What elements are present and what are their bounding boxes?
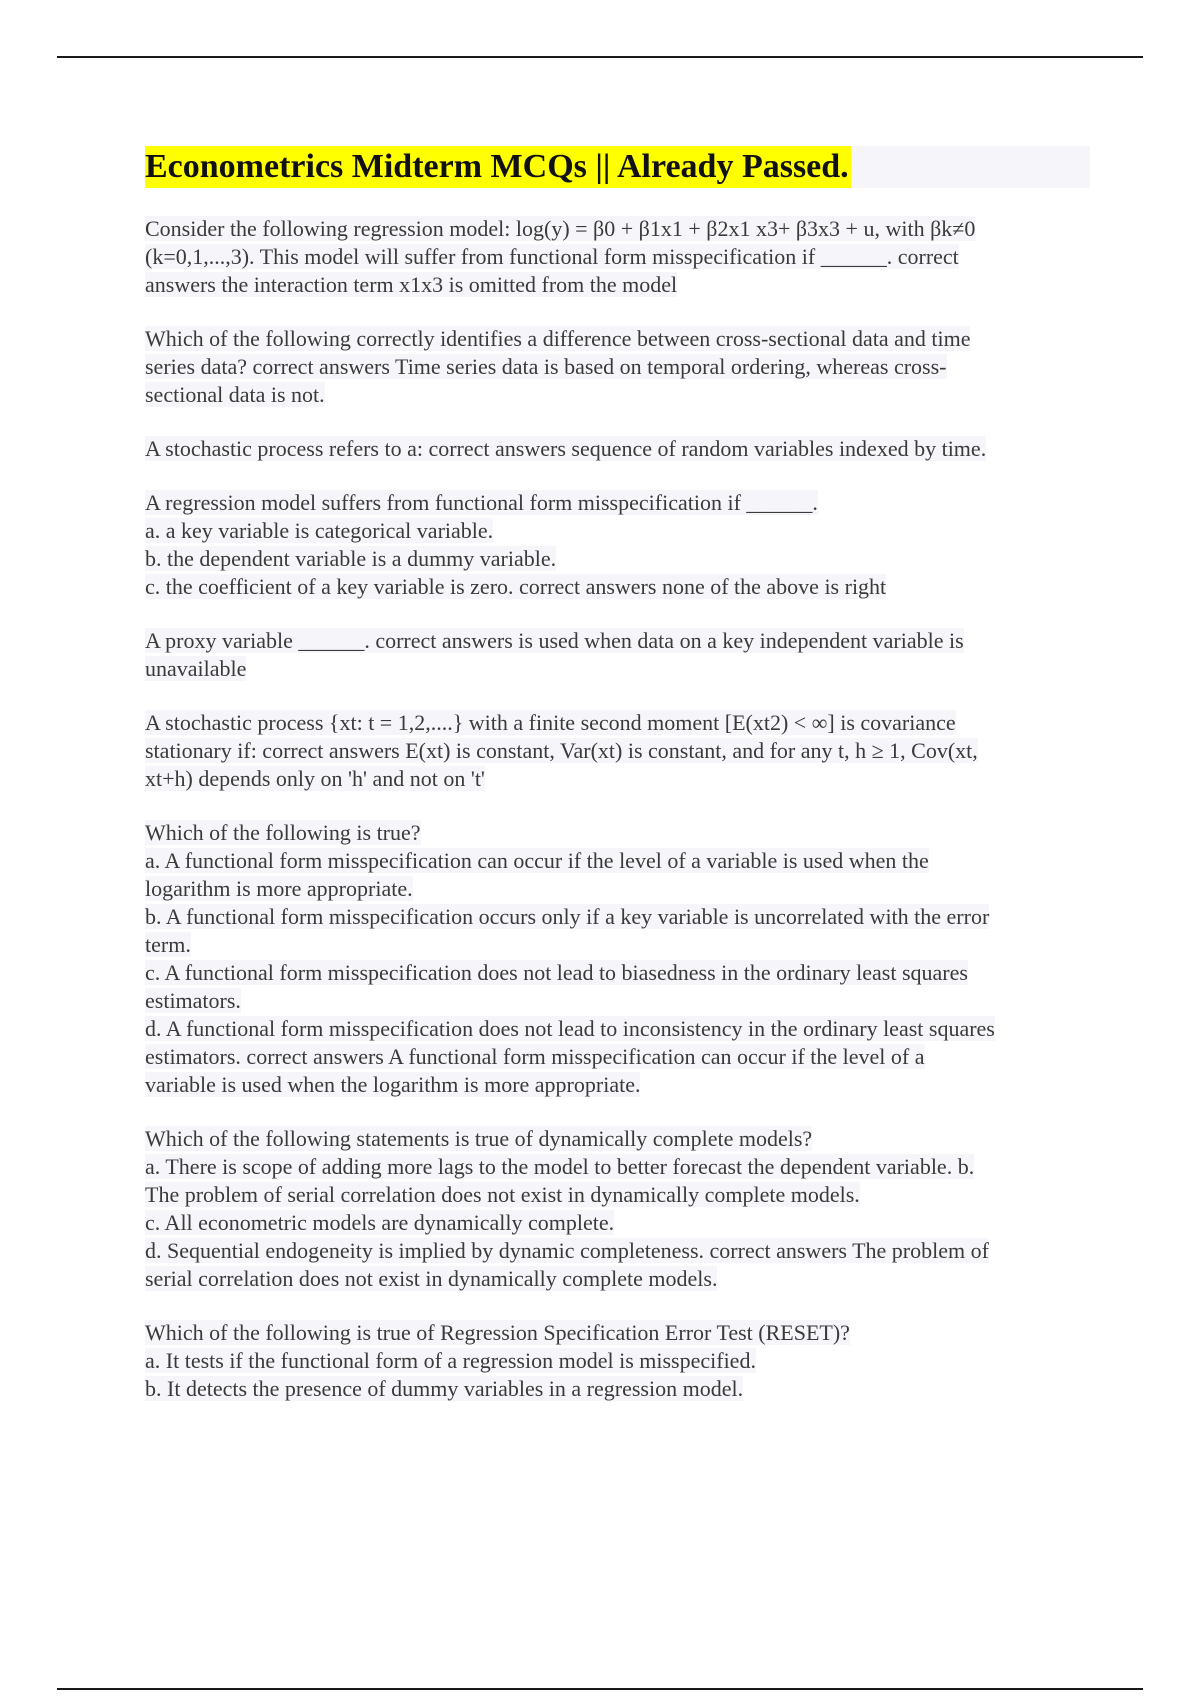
question-line-text: unavailable	[145, 656, 247, 681]
question-block	[145, 489, 1090, 601]
question-line	[145, 1319, 1090, 1347]
question-line	[145, 931, 1090, 959]
question-line	[145, 489, 1090, 517]
question-line	[145, 1043, 1090, 1071]
question-line	[145, 545, 1090, 573]
question-line-text: a. a key variable is categorical variable.	[145, 518, 494, 543]
question-block	[145, 627, 1090, 683]
question-block	[145, 1125, 1090, 1293]
question-line	[145, 517, 1090, 545]
question-line-text: serial correlation does not exist in dynamically complete models.	[145, 1266, 718, 1291]
question-block	[145, 435, 1090, 463]
question-line	[145, 765, 1090, 793]
question-line	[145, 1265, 1090, 1293]
question-line-text: a. A functional form misspecification can occur if the level of a variable is used when the	[145, 848, 929, 873]
question-list	[145, 215, 1090, 1403]
question-line	[145, 353, 1090, 381]
question-line-text: sectional data is not.	[145, 382, 325, 407]
question-block	[145, 1319, 1090, 1403]
question-line	[145, 573, 1090, 601]
question-block	[145, 709, 1090, 793]
question-line	[145, 243, 1090, 271]
question-line	[145, 1015, 1090, 1043]
question-line	[145, 1181, 1090, 1209]
title-band	[145, 146, 1090, 188]
question-line-text: d. A functional form misspecification does not lead to inconsistency in the ordinary least squares	[145, 1016, 995, 1041]
question-line-text: A stochastic process {xt: t = 1,2,....} with a finite second moment [E(xt2) < ∞] is covariance	[145, 710, 956, 735]
question-line	[145, 1375, 1090, 1403]
question-line-text: series data? correct answers Time series data is based on temporal ordering, whereas cross-	[145, 354, 947, 379]
question-line	[145, 819, 1090, 847]
question-line-text: c. the coefficient of a key variable is zero. correct answers none of the above is right	[145, 574, 887, 599]
question-line-text: b. It detects the presence of dummy variables in a regression model.	[145, 1376, 744, 1401]
question-line-text: stationary if: correct answers E(xt) is constant, Var(xt) is constant, and for any t, h ≥ 1, Cov(xt,	[145, 738, 978, 763]
question-line	[145, 737, 1090, 765]
question-block	[145, 819, 1090, 1099]
question-line	[145, 987, 1090, 1015]
question-line-text: b. A functional form misspecification occurs only if a key variable is uncorrelated with the error	[145, 904, 990, 929]
question-line-text: answers the interaction term x1x3 is omitted from the model	[145, 272, 678, 297]
footer-rule	[57, 1688, 1143, 1690]
question-line	[145, 435, 1090, 463]
question-line-text: A regression model suffers from functional form misspecification if ______.	[145, 490, 818, 515]
question-block	[145, 215, 1090, 299]
question-line-text: A stochastic process refers to a: correct answers sequence of random variables indexed by time.	[145, 436, 987, 461]
question-line-text: Which of the following is true of Regression Specification Error Test (RESET)?	[145, 1320, 850, 1345]
question-line-text: estimators.	[145, 988, 241, 1013]
question-line	[145, 709, 1090, 737]
question-line	[145, 271, 1090, 299]
question-line-text: a. There is scope of adding more lags to the model to better forecast the dependent variable. b.	[145, 1154, 975, 1179]
question-line-text: The problem of serial correlation does not exist in dynamically complete models.	[145, 1182, 860, 1207]
question-line-text: Which of the following is true?	[145, 820, 421, 845]
question-line	[145, 381, 1090, 409]
question-line	[145, 1125, 1090, 1153]
question-line	[145, 627, 1090, 655]
question-block	[145, 325, 1090, 409]
question-line	[145, 903, 1090, 931]
question-line-text: estimators. correct answers A functional form misspecification can occur if the level of a	[145, 1044, 925, 1069]
question-line	[145, 1209, 1090, 1237]
question-line-text: Which of the following statements is true of dynamically complete models?	[145, 1126, 813, 1151]
question-line-text: c. A functional form misspecification does not lead to biasedness in the ordinary least squares	[145, 960, 968, 985]
question-line	[145, 1071, 1090, 1099]
question-line-text: d. Sequential endogeneity is implied by dynamic completeness. correct answers The problem of	[145, 1238, 989, 1263]
question-line-text: c. All econometric models are dynamically complete.	[145, 1210, 615, 1235]
document-body	[145, 146, 1090, 1429]
question-line	[145, 325, 1090, 353]
question-line	[145, 1347, 1090, 1375]
question-line-text: (k=0,1,...,3). This model will suffer from functional form misspecification if ______. correct	[145, 244, 959, 269]
question-line	[145, 847, 1090, 875]
question-line	[145, 1153, 1090, 1181]
question-line	[145, 1237, 1090, 1265]
question-line-text: A proxy variable ______. correct answers is used when data on a key independent variable is	[145, 628, 964, 653]
question-line	[145, 655, 1090, 683]
question-line	[145, 875, 1090, 903]
question-line-text: term.	[145, 932, 191, 957]
question-line-text: b. the dependent variable is a dummy variable.	[145, 546, 557, 571]
question-line-text: Consider the following regression model: log(y) = β0 + β1x1 + β2x1 x3+ β3x3 + u, with βk≠0	[145, 216, 976, 241]
header-rule	[57, 56, 1143, 58]
question-line-text: logarithm is more appropriate.	[145, 876, 413, 901]
question-line	[145, 215, 1090, 243]
question-line-text: variable is used when the logarithm is more appropriate.	[145, 1072, 641, 1097]
question-line	[145, 959, 1090, 987]
question-line-text: a. It tests if the functional form of a regression model is misspecified.	[145, 1348, 756, 1373]
page-title: Econometrics Midterm MCQs || Already Passed.	[145, 146, 851, 188]
question-line-text: Which of the following correctly identifies a difference between cross-sectional data and time	[145, 326, 971, 351]
question-line-text: xt+h) depends only on 'h' and not on 't'	[145, 766, 485, 791]
